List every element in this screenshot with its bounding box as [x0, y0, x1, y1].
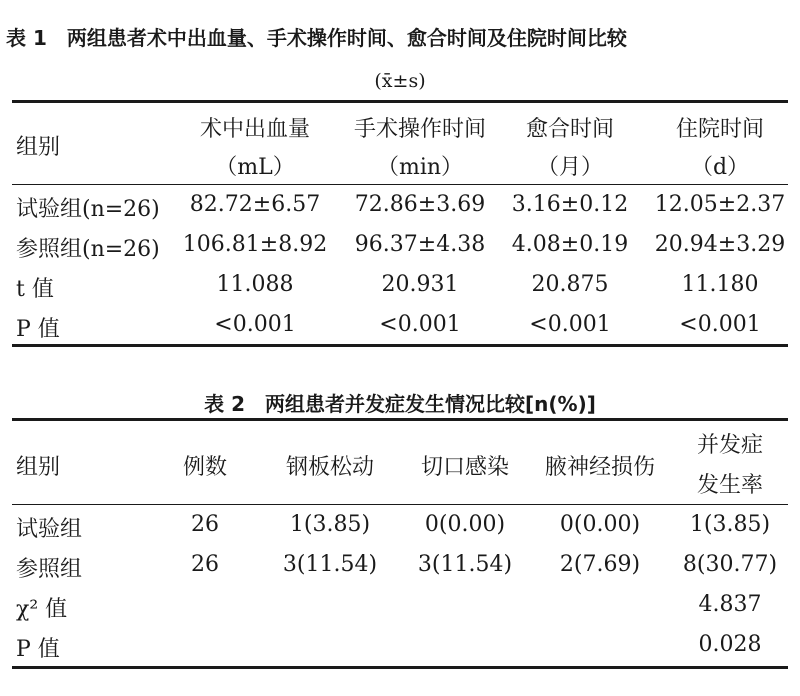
table1-cell: 106.81±8.92 [182, 232, 328, 257]
table2-header: 组别 [16, 455, 61, 480]
table1-title: 表 1 两组患者术中出血量、手术操作时间、愈合时间及住院时间比较 [6, 26, 627, 50]
table2-header: 例数 [182, 455, 227, 480]
table2-bottom-rule [12, 666, 788, 669]
table1-top-rule [12, 100, 788, 103]
table2-cell: 4.837 [698, 592, 762, 617]
table2-title: 表 2 两组患者并发症发生情况比较[n(%)] [204, 392, 596, 416]
table2-header: 腋神经损伤 [544, 455, 655, 480]
table2-cell: 3(11.54) [417, 552, 513, 577]
table1-header-rule [12, 184, 788, 185]
table1-cell: 11.088 [216, 272, 294, 297]
table1-row-label: 参照组(n=26) [16, 237, 160, 262]
table2-cell: 0.028 [698, 632, 762, 657]
table1-cell: 12.05±2.37 [654, 192, 786, 217]
table2-cell: 0(0.00) [559, 512, 641, 537]
table2-row-label: 试验组 [16, 517, 83, 542]
table1-group-header: 组别 [16, 135, 61, 160]
table1-cell: 11.180 [681, 272, 759, 297]
table1-cell: 20.94±3.29 [654, 232, 786, 257]
table1-cell: 20.931 [381, 272, 459, 297]
table1-cell: <0.001 [379, 312, 461, 337]
table2-cell: 26 [191, 552, 219, 577]
table2-row-label: 参照组 [16, 557, 83, 582]
table1-cell: 20.875 [531, 272, 609, 297]
table1-col-name: 愈合时间 [525, 117, 614, 142]
table1-row-label: 试验组(n=26) [16, 197, 160, 222]
table2-row-label: χ² 值 [16, 597, 68, 622]
table2-cell: 2(7.69) [559, 552, 641, 577]
table1-cell: 72.86±3.69 [354, 192, 486, 217]
table1-col-name: 术中出血量 [199, 117, 310, 142]
table1-cell: 96.37±4.38 [354, 232, 486, 257]
table2-cell: 0(0.00) [424, 512, 506, 537]
table1-subtitle: (x̄±s) [374, 70, 426, 92]
table1-col-name: 手术操作时间 [353, 117, 486, 142]
table1-cell: 82.72±6.57 [189, 192, 321, 217]
table2-cell: 1(3.85) [289, 512, 371, 537]
table1-col-name: 住院时间 [675, 117, 764, 142]
table1-col-unit: （min） [376, 155, 464, 180]
table1-col-unit: （d） [690, 155, 750, 180]
table2-header: 切口感染 [420, 455, 509, 480]
table2-header: 并发症 [696, 433, 763, 458]
table1-cell: 3.16±0.12 [511, 192, 629, 217]
table1-bottom-rule [12, 344, 788, 347]
table1-cell: <0.001 [529, 312, 611, 337]
table2-cell: 1(3.85) [689, 512, 771, 537]
table1-row-label: t 值 [16, 277, 54, 302]
table2-header-rule [12, 504, 788, 505]
table1-col-unit: （mL） [215, 155, 295, 180]
table2-top-rule [12, 418, 788, 421]
table1-cell: <0.001 [214, 312, 296, 337]
table2-header: 发生率 [696, 473, 763, 498]
table1-cell: <0.001 [679, 312, 761, 337]
table2-cell: 26 [191, 512, 219, 537]
table2-cell: 3(11.54) [282, 552, 378, 577]
table2-cell: 8(30.77) [682, 552, 778, 577]
table2-row-label: P 值 [16, 637, 60, 662]
table1-cell: 4.08±0.19 [511, 232, 629, 257]
table1-col-unit: （月） [536, 155, 603, 180]
table2-header: 钢板松动 [285, 455, 374, 480]
table1-row-label: P 值 [16, 317, 60, 342]
